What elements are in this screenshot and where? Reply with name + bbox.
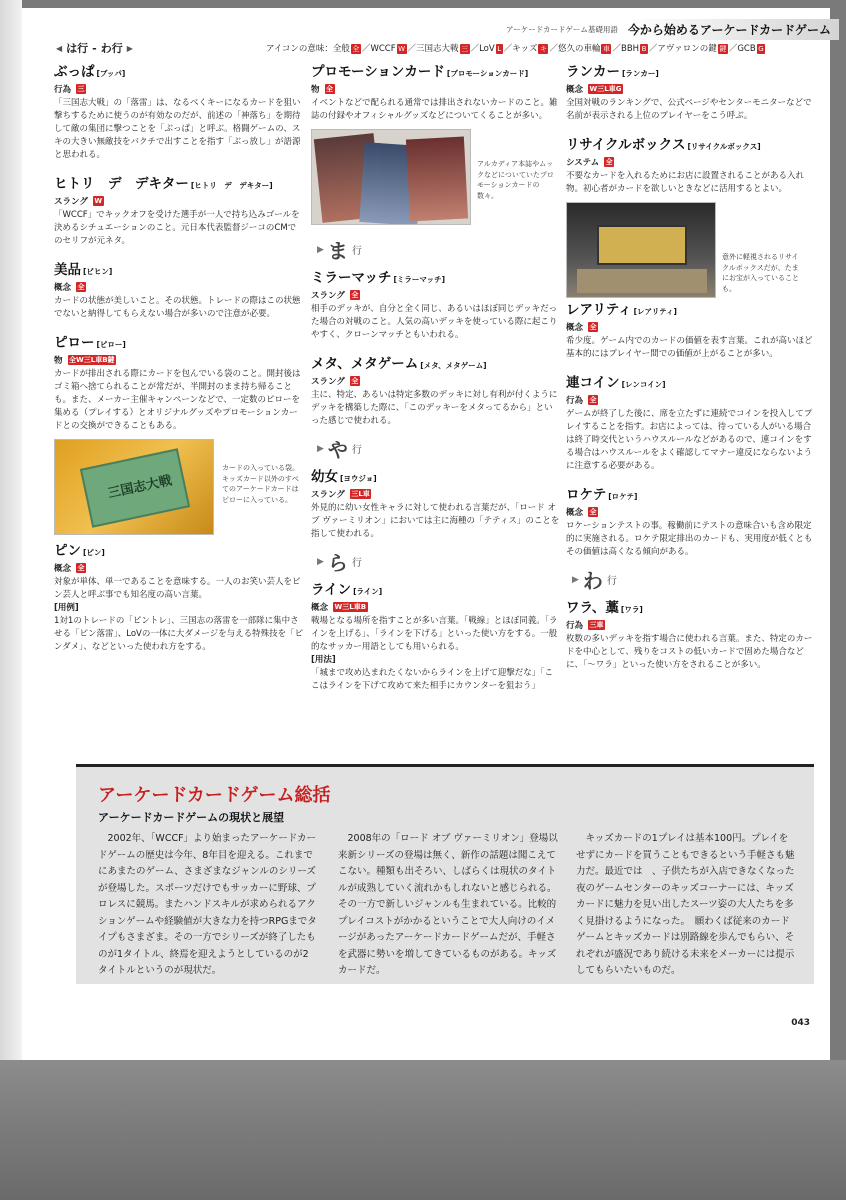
triangle-icon: ▶ <box>317 443 324 454</box>
glossary-entry <box>54 335 304 433</box>
category: スラング <box>54 197 88 207</box>
category: 行為 <box>54 85 72 95</box>
triangle-icon: ▶ <box>126 43 133 53</box>
term-reading: [ビヒン] <box>83 267 113 276</box>
term: ロケテ <box>566 487 607 503</box>
definition: 戦場となる場所を指すことが多い言葉。「戦線」とほぼ同義。「ラインを上げる」、「ラインを下げる」といった使い方をする。一般的なサッカー用語としても用いられる。 <box>311 616 558 652</box>
section-ma: ▶ ま 行 <box>317 239 362 263</box>
term-reading: [ワラ] <box>620 605 643 614</box>
term: プロモーションカード <box>311 64 445 80</box>
term-reading: [ライン] <box>353 587 383 596</box>
photo-caption: 意外に軽視されるリサイクルボックスだが、たまにお宝が入っていることも。 <box>722 253 799 293</box>
game-icons: 全W三L車B鍵 <box>69 356 115 364</box>
term-reading: [プロモーションカード] <box>446 69 529 78</box>
definition: 相手のデッキが、自分と全く同じ、あるいはほぼ同じデッキだった場合の対戦のこと。人気の高いデッキを使っている際に起こりやすく、クローンマッチともいわれる。 <box>311 304 558 340</box>
icon-avalon: 鍵 <box>719 45 727 53</box>
pillow-pack-photo <box>54 439 214 535</box>
summary-paragraph-2: 2008年の「ロード オブ ヴァーミリオン」登場以来新シリーズの登場は無く、新作の話題は聞こえてこない。種類も出そろい、しばらくは現状のタイトルが成熟していく流れかもしれないと感じられる。その一方で新しいジャンルも生まれている。比較的プレイコストがかかるということで大人向けのイメージがあったアーケードカードゲームだが、手軽さを武器に勢いを増してきているものがある。キッズカードだ。 <box>338 833 558 976</box>
glossary-entry <box>566 487 816 559</box>
triangle-icon: ▶ <box>572 574 579 585</box>
pack-logo: 三国志大戦 <box>106 473 174 502</box>
icon-zen: 全 <box>352 45 360 53</box>
category: 概念 <box>54 564 72 574</box>
column-1 <box>54 64 304 668</box>
game-icons: 全 <box>589 396 597 404</box>
column-3 <box>566 64 816 686</box>
glossary-entry <box>54 176 304 248</box>
term-reading: [ピン] <box>83 548 105 557</box>
game-icons: 三 <box>77 85 85 93</box>
term-reading: [レンコイン] <box>621 380 666 389</box>
term: 連コイン <box>566 375 620 391</box>
summary-box <box>76 764 814 984</box>
game-icons: 全 <box>589 508 597 516</box>
page-gutter <box>0 0 22 1060</box>
category: 物 <box>54 356 63 366</box>
term: ピロー <box>54 335 95 351</box>
game-icons: W三L車B <box>334 603 367 611</box>
range-to: わ行 <box>100 42 123 55</box>
term: ミラーマッチ <box>311 270 392 286</box>
game-icons: W三L車G <box>589 85 622 93</box>
icon-bbh: B <box>641 45 647 53</box>
category: 概念 <box>311 603 329 613</box>
category: システム <box>566 158 600 168</box>
summary-title: アーケードカードゲーム総括 <box>98 785 331 806</box>
term: 幼女 <box>311 469 338 485</box>
box-shape <box>597 225 687 265</box>
summary-paragraph-3: キッズカードの1プレイは基本100円。プレイをせずにカードを買うこともできるという手軽さも魅力だ。最近では 、子供たちが入店できなくなった夜のゲームセンターのキッズコーナーには、キッズカードに魅力を見い出したスーツ姿の大人たちを多く見掛けるようになった。 願わくば従来のカードゲームとキッズカードは別路線を歩んでもらい、それぞれが盛況であり続ける未来をメーカーには提示してもらいたいものだ。 <box>576 833 795 976</box>
definition: 「三国志大戦」の「落雷」は、なるべくキーになるカードを狙い撃ちするために使うのが有効なのだが、前述の「神落ち」を期待して敵の集団に撃つことを「ぶっぱ」と呼ぶ。格闘ゲームの、スキの大きい無敵技をバクチで出すことを指す「ぶっ放し」が語源と思われる。 <box>54 98 301 160</box>
glossary-entry <box>566 64 816 123</box>
section-ra: ▶ ら 行 <box>317 551 362 575</box>
game-icons: 全 <box>605 158 613 166</box>
category: 概念 <box>566 85 584 95</box>
term: ピン <box>54 543 81 559</box>
icon-kids: キ <box>539 45 547 53</box>
game-icons: 全 <box>589 323 597 331</box>
glossary-entry <box>566 302 816 361</box>
glossary-entry <box>54 64 304 162</box>
definition: 「WCCF」でキックオフを受けた選手が一人で持ち込みゴールを決めるシチュエーションのこと。元日本代表監督ジーコのCMでのセリフが元ネタ。 <box>54 210 300 246</box>
icon-gcb: G <box>758 45 764 53</box>
category: スラング <box>311 490 345 500</box>
glossary-entry <box>311 356 561 428</box>
category: 行為 <box>566 396 584 406</box>
example-label: [用例] <box>54 603 79 613</box>
category: 物 <box>311 85 320 95</box>
definition: 外見的に幼い女性キャラに対して使われる言葉だが、「ロード オブ ヴァーミリオン」においては主に海種の「テティス」のことを指して使われる。 <box>311 503 560 539</box>
shelf-shape <box>577 269 707 293</box>
term: レアリティ <box>566 302 632 318</box>
category: スラング <box>311 377 345 387</box>
definition: 希少度。ゲーム内でのカードの価値を表す言葉。これが高いほど基本的にはプレイヤー間での価値が上がることが多い。 <box>566 336 813 359</box>
glossary-entry <box>566 600 816 672</box>
game-icons: 全 <box>77 564 85 572</box>
page-number: 043 <box>791 1018 810 1028</box>
glossary-entry <box>566 375 816 473</box>
term-reading: [ヨウジョ] <box>340 474 377 483</box>
game-icons: 全 <box>351 377 359 385</box>
column-2 <box>311 64 561 707</box>
glossary-entry <box>311 270 561 342</box>
definition: イベントなどで配られる通常では排出されないカードのこと。雑誌の付録やオフィシャルグッズなどについてくることが多い。 <box>311 98 558 121</box>
game-icons: 全 <box>77 283 85 291</box>
example-text: 1対1のトレードの「ピントレ」、三国志の落雷を一部隊に集中させる「ピン落雷」、LoVの一体に大ダメージを与える特殊技を「ピンダメ」、などといった使われ方をする。 <box>54 616 304 652</box>
definition: 不要なカードを入れるためにお店に設置されることがある入れ物。初心者がカードを欲しいときなどに活用するとよい。 <box>566 171 805 194</box>
header-title: 今から始めるアーケードカードゲーム <box>624 19 839 40</box>
glossary-entry <box>311 582 561 693</box>
scan-background <box>0 1060 846 1200</box>
term-reading: [ヒトリ デ デキター] <box>190 181 273 190</box>
definition: ロケーションテストの事。稼働前にテストの意味合いも含め限定的に実施される。ロケテ限定排出のカードも、実用度が低くともその価値は高くなる傾向がある。 <box>566 521 813 557</box>
game-icons: 全 <box>351 291 359 299</box>
definition: 対象が単体、単一であることを意味する。一人のお笑い芸人をピン芸人と呼ぶ事でも知名度の高い言葉。 <box>54 577 301 600</box>
term-reading: [ブッパ] <box>96 69 126 78</box>
term: ヒトリ デ デキター <box>54 176 189 192</box>
category: 概念 <box>566 323 584 333</box>
icon-legend: アイコンの意味：全般 全 ／WCCF W ／三国志大戦 三 ／LoV L ／キッズ キ ／悠久の車輪 車 ／BBH B ／アヴァロンの鍵 鍵 ／GCB G <box>266 44 764 54</box>
icon-lov: L <box>497 45 502 53</box>
promo-cards-photo <box>311 129 471 225</box>
triangle-icon: ◀ <box>56 43 63 53</box>
summary-paragraph-1: 2002年、「WCCF」より始まったアーケードカードゲームの歴史は今年、8年目を迎える。これまでにあまたのゲーム、さまざまなジャンルのシリーズが登場した。スポーツだけでもサッカーに野球、プロレスに競馬。またハンドスキルが求められるアクションゲームや経験値が大きな力を持つRPGまでタイプもさまざま。その一方でシリーズが終了したものが1タイトル、終焉を迎えようとしているのが2タイトルというのが現状だ。 <box>98 833 317 976</box>
photo-caption: アルカディア本誌やムックなどについていたプロモーションカードの数々。 <box>477 160 554 200</box>
glossary-entry <box>311 64 561 123</box>
term: ランカー <box>566 64 620 80</box>
term-reading: [メタ、メタゲーム] <box>420 361 487 370</box>
definition: 枚数の多いデッキを指す場合に使われる言葉。また、特定のカードを中心として、残りをコストの低いカードで固めた場合などに、「〜ワラ」といった使い方をされることが多い。 <box>566 634 813 670</box>
category: 概念 <box>566 508 584 518</box>
card-shape <box>406 137 468 222</box>
magazine-page <box>22 8 830 1060</box>
term-reading: [ランカー] <box>622 69 659 78</box>
section-range: ◀ は行 - わ行 ▶ <box>56 41 133 55</box>
glossary-entry <box>311 469 561 541</box>
term: 美品 <box>54 262 81 278</box>
game-icons: 三車 <box>589 621 604 629</box>
page-header <box>506 18 830 40</box>
summary-subtitle: アーケードカードゲームの現状と展望 <box>98 811 285 824</box>
definition: ゲームが終了した後に、席を立たずに連続でコインを投入してプレイすることを指す。お店によっては、待っている人がいる場合は終了時交代というハウスルールなどがあるので、連コインをする場合はハウスルールをよく確認してマナー違反にならないように注意する必要がある。 <box>566 409 813 471</box>
term-reading: [ミラーマッチ] <box>393 275 446 284</box>
glossary-entry <box>566 137 816 196</box>
icon-yuukyuu: 車 <box>602 45 610 53</box>
category: 行為 <box>566 621 584 631</box>
game-icons: 全 <box>326 85 334 93</box>
term-reading: [リサイクルボックス] <box>687 142 761 151</box>
section-ya: ▶ や 行 <box>317 438 362 462</box>
triangle-icon: ▶ <box>317 556 324 567</box>
icon-wccf: W <box>398 45 406 53</box>
glossary-entry <box>54 262 304 321</box>
triangle-icon: ▶ <box>317 244 324 255</box>
recycle-box-photo <box>566 202 716 298</box>
category: 概念 <box>54 283 72 293</box>
icon-sangokushi: 三 <box>461 45 469 53</box>
term: リサイクルボックス <box>566 137 686 153</box>
definition: 主に、特定、あるいは特定多数のデッキに対し有利が付くようにデッキを構築した際に、「このデッキーをメタってるから」といった感じで使われる。 <box>311 390 558 426</box>
definition: カードが排出される際にカードを包んでいる袋のこと。開封後はゴミ箱へ捨てられることが常だが、半開封のまま持ち帰ることも。また、メーカー主催キャンペーンなどで、一定数のピローを集める（プレイする）とオリジナルグッズやプロモーションカードとの交換ができることもある。 <box>54 369 301 431</box>
definition: 全国対戦のランキングで、公式ページやセンターモニターなどで名前が表示される上位のプレイヤーをこう呼ぶ。 <box>566 98 812 121</box>
term-reading: [ピロー] <box>96 340 126 349</box>
term-reading: [レアリティ] <box>633 307 677 316</box>
category: スラング <box>311 291 345 301</box>
term-reading: [ロケテ] <box>608 492 638 501</box>
term: ワラ、藁 <box>566 600 619 616</box>
term: ぶっぱ <box>54 64 95 80</box>
photo-caption: カードの入っている袋。キッズカード以外のすべてのアーケードカードはピローに入っている。 <box>222 464 299 504</box>
section-wa: ▶ わ 行 <box>572 569 617 593</box>
game-icons: 三L車 <box>351 490 370 498</box>
glossary-entry <box>54 543 304 654</box>
definition: カードの状態が美しいこと。その状態。トレードの際はこの状態でないと納得してもらえない場合が多いので注意が必要。 <box>54 296 301 319</box>
term: ライン <box>311 582 352 598</box>
range-from: は行 <box>66 42 89 55</box>
example-label: [用法] <box>311 655 336 665</box>
game-icons: W <box>94 197 103 205</box>
header-subtitle: アーケードカードゲーム基礎用語 <box>506 24 618 34</box>
term: メタ、メタゲーム <box>311 356 419 372</box>
example-text: 「城まで攻め込まれたくないからラインを上げて迎撃だな」「ここはラインを下げて攻めて来た相手にカウンターを狙おう」 <box>311 668 553 691</box>
